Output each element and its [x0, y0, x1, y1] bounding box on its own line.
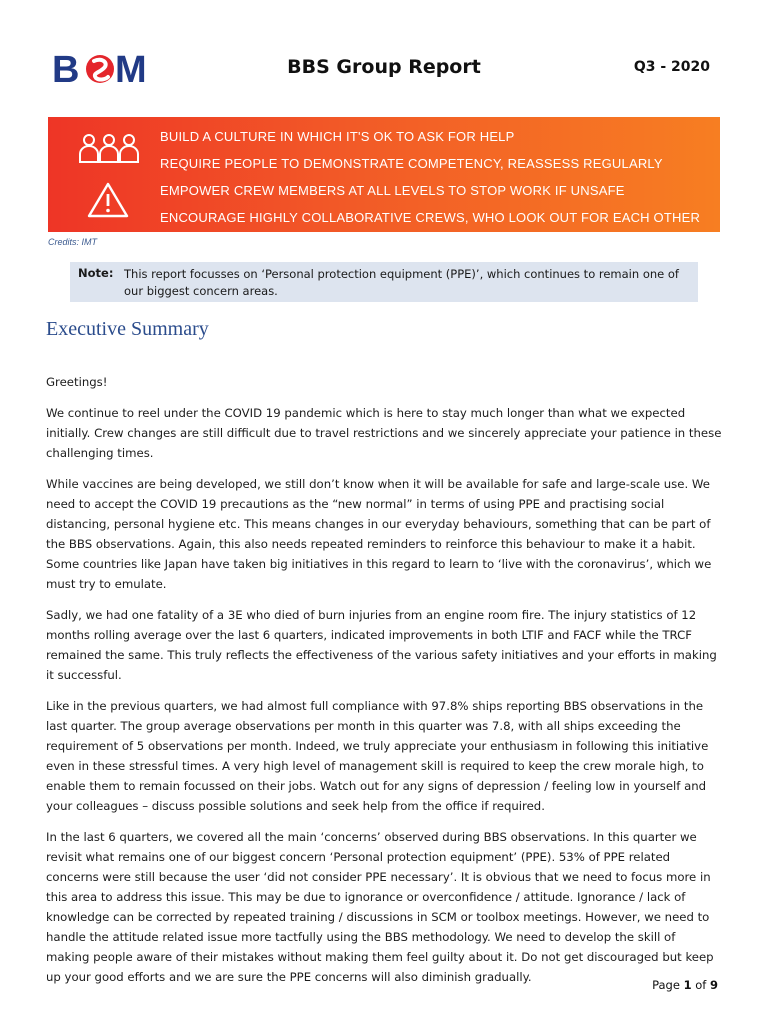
- greeting: Greetings!: [46, 375, 108, 389]
- page-total: 9: [709, 978, 718, 992]
- page-number: [652, 978, 718, 992]
- note-box: [70, 262, 698, 302]
- paragraph: Sadly, we had one fatality of a 3E who died of burn injuries from an engine room fire. The injury statistics of 12 months rolling average over the last 6 quarters, indicated improvements in both LTIF and FACF while the TRCF remained the same. This truly reflects the effectiveness of the various safety initiatives and your efforts in making it successful.: [46, 608, 717, 682]
- safety-culture-banner: [48, 117, 720, 232]
- page-word: Page: [652, 978, 680, 992]
- banner-line: REQUIRE PEOPLE TO DEMONSTRATE COMPETENCY, REASSESS REGULARLY: [160, 156, 663, 171]
- section-heading: Executive Summary: [46, 318, 209, 340]
- paragraph: Like in the previous quarters, we had almost full compliance with 97.8% ships reporting BBS observations in the last quarter. The group average observations per month in this quarter was 7.8, with all ships exceeding the requirement of 5 observations per month. Indeed, we truly appreciate your enthusiasm in following this initiative even in these stressful times. A very high level of management skill is required to keep the crew morale high, to enable them to remain focussed on their jobs. Watch out for any signs of depression / feeling low in yourself and your colleagues – discuss possible solutions and seek help from the office if required.: [46, 699, 709, 813]
- banner-lines: [160, 123, 700, 231]
- banner-line: BUILD A CULTURE IN WHICH IT'S OK TO ASK FOR HELP: [160, 129, 515, 144]
- paragraph: We continue to reel under the COVID 19 pandemic which is here to stay much longer than what we expected initially. Crew changes are still difficult due to travel restrictions and we sincerely appreciate your patience in these challenging times.: [46, 406, 722, 460]
- svg-text:M: M: [115, 50, 146, 88]
- document-title: BBS Group Report: [287, 56, 481, 78]
- note-label: Note:: [78, 266, 114, 280]
- banner-line: EMPOWER CREW MEMBERS AT ALL LEVELS TO STOP WORK IF UNSAFE: [160, 183, 625, 198]
- svg-text:B: B: [52, 50, 79, 88]
- page-of: of: [695, 978, 707, 992]
- warning-icon: [87, 182, 129, 218]
- note-text: This report focusses on ‘Personal protection equipment (PPE)’, which continues to remain one of our biggest concern areas.: [124, 267, 679, 298]
- report-quarter: Q3 - 2020: [633, 59, 710, 75]
- people-icon: [79, 132, 139, 164]
- paragraph: While vaccines are being developed, we still don’t know when it will be available for safe and large-scale use. We need to accept the COVID 19 precautions as the “new normal” in terms of using PPE and practising social distancing, personal hygiene etc. This means changes in our everyday behaviours, something that can be part of the BBS observations. Again, this also needs repeated reminders to reinforce this behaviour to make it a habit. Some countries like Japan have taken big initiatives in this regard to learn to ‘live with the coronavirus’, which we must try to emulate.: [46, 477, 712, 591]
- banner-line: ENCOURAGE HIGHLY COLLABORATIVE CREWS, WHO LOOK OUT FOR EACH OTHER: [160, 210, 701, 225]
- image-credits: Credits: IMT: [48, 237, 98, 247]
- page-current: 1: [683, 978, 692, 992]
- paragraph: In the last 6 quarters, we covered all the main ‘concerns’ observed during BBS observations. In this quarter we revisit what remains one of our biggest concern ‘Personal protection equipment’ (PPE). 53% of PPE related concerns were still because the user ‘did not consider PPE necessary’. It is obvious that we need to focus more in this area to address this issue. This may be due to ignorance or overconfidence / attitude. Ignorance / lack of knowledge can be corrected by repeated training / discussions in SCM or toolbox meetings. However, we need to handle the attitude related issue more tactfully using the BBS methodology. We need to develop the skill of making people aware of their mistakes without making them feel guilty about it. Do not get discouraged but keep up your good efforts and we are sure the PPE concerns will also diminish gradually.: [46, 830, 714, 984]
- summary-body: [46, 372, 722, 998]
